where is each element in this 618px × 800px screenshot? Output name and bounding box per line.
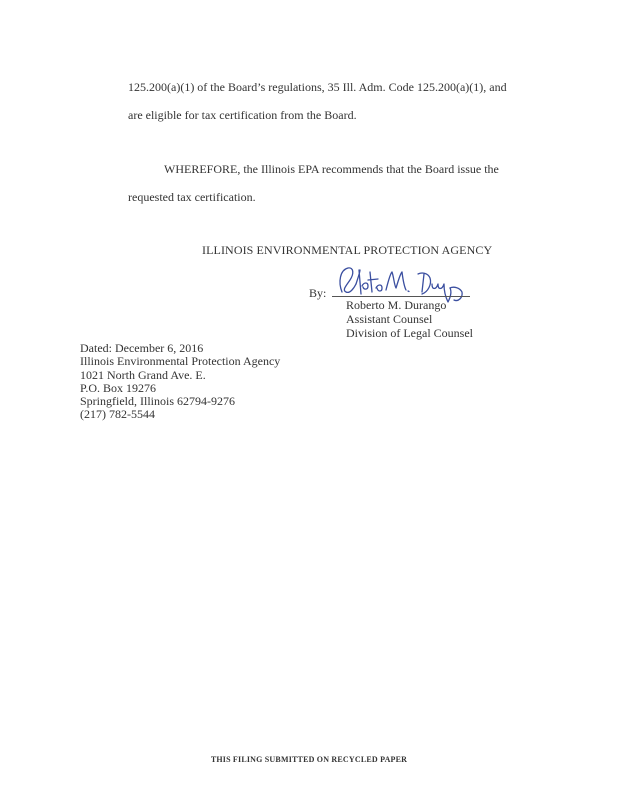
body-line-4: requested tax certification.: [128, 190, 256, 204]
by-label: By:: [309, 286, 327, 300]
street-line: 1021 North Grand Ave. E.: [80, 367, 206, 382]
agency-name: ILLINOIS ENVIRONMENTAL PROTECTION AGENCY: [202, 243, 493, 257]
body-line-1: 125.200(a)(1) of the Board’s regulations, 35 Ill. Adm. Code 125.200(a)(1), and: [128, 80, 507, 94]
phone-line: (217) 782-5544: [80, 407, 155, 422]
city-line: Springfield, Illinois 62794-9276: [80, 394, 235, 409]
signer-title: Assistant Counsel: [346, 312, 433, 326]
org-line: Illinois Environmental Protection Agency: [80, 354, 281, 369]
signer-block: [346, 298, 473, 340]
footer-note: THIS FILING SUBMITTED ON RECYCLED PAPER: [210, 755, 408, 764]
signature-line: [332, 296, 470, 297]
signer-division: Division of Legal Counsel: [346, 326, 473, 340]
body-line-2: are eligible for tax certification from the Board.: [128, 108, 357, 122]
signer-name: Roberto M. Durango: [346, 298, 447, 312]
address-block: [80, 342, 280, 422]
date-line: Dated: December 6, 2016: [80, 341, 204, 355]
po-box-line: P.O. Box 19276: [80, 380, 157, 395]
body-line-3: WHEREFORE, the Illinois EPA recommends that the Board issue the: [164, 162, 499, 176]
